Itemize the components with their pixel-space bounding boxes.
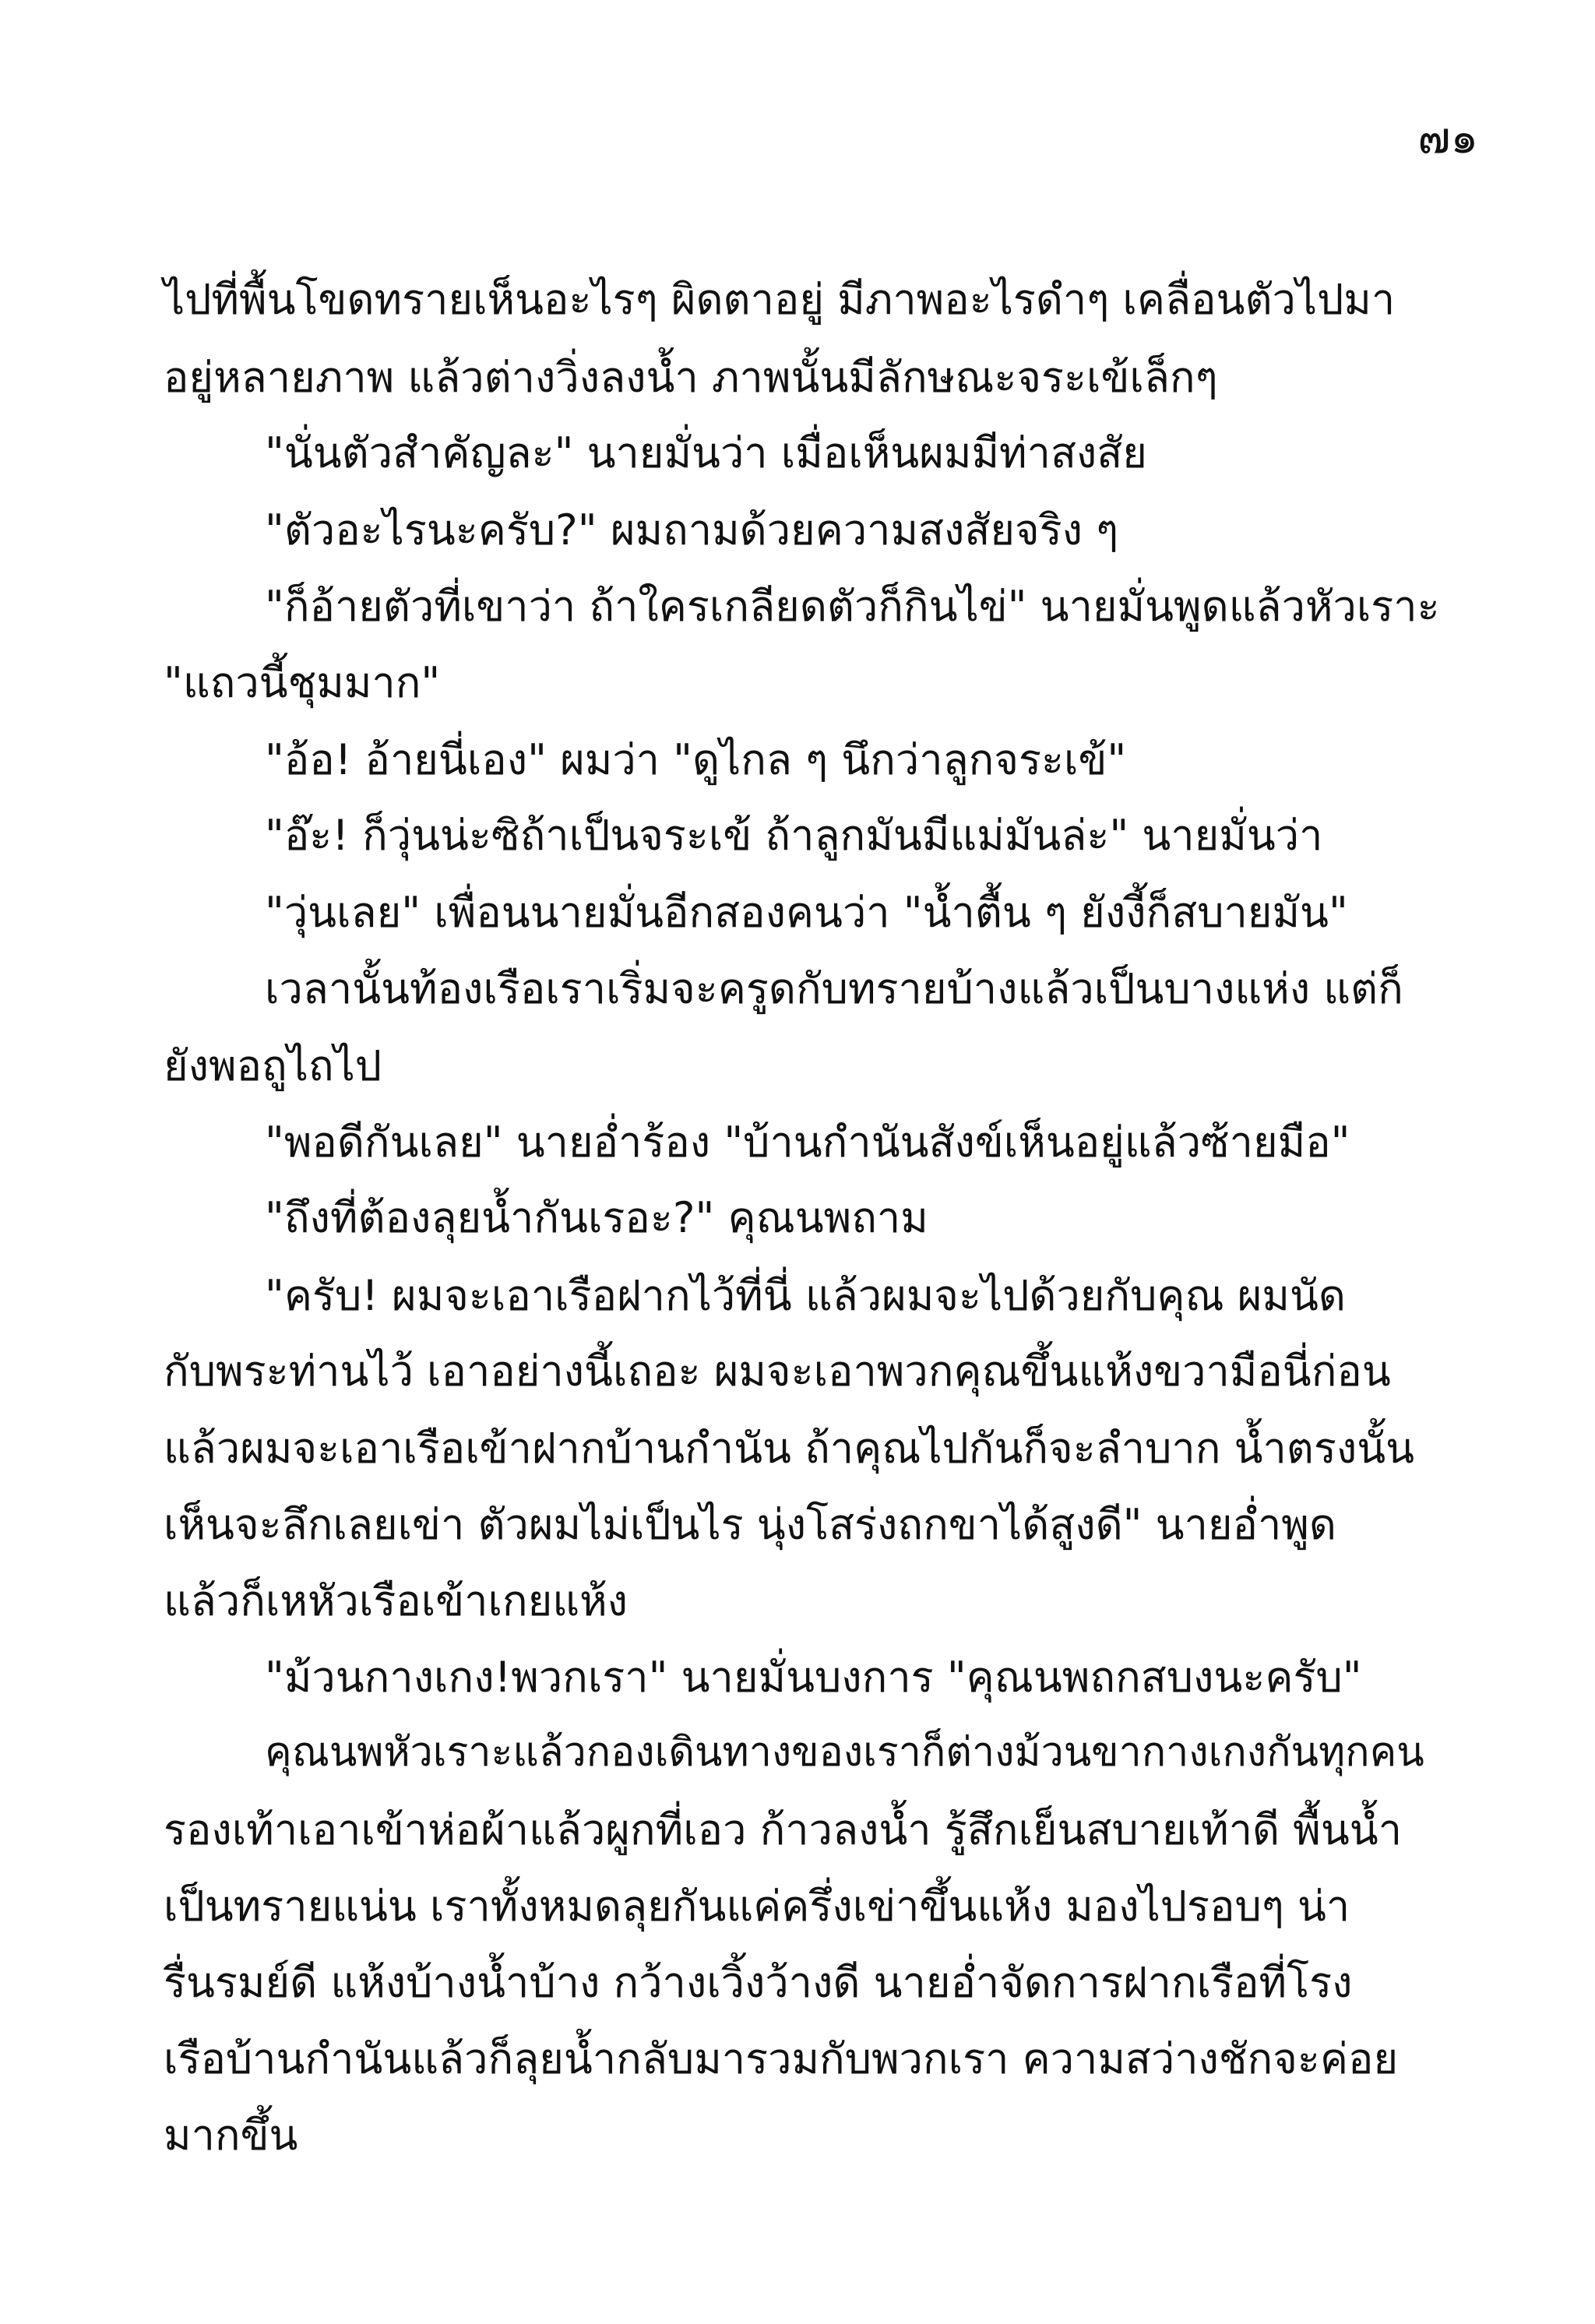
text-line: แล้วก็เหหัวเรือเข้าเกยแห้ง — [164, 1576, 628, 1625]
text-line: "แถวนี้ชุมมาก" — [164, 658, 441, 707]
text-line: "ก็อ้ายตัวที่เขาว่า ถ้าใครเกลียดตัวก็กินไข่" นายมั่นพูดแล้วหัวเราะ — [265, 582, 1440, 631]
text-line: อยู่หลายภาพ แล้วต่างวิ่งลงน้ำ ภาพนั้นมีลักษณะจระเข้เล็กๆ — [164, 353, 1218, 402]
text-line: เป็นทรายแน่น เราทั้งหมดลุยกันแค่ครึ่งเข่าขึ้นแห้ง มองไปรอบๆ น่า — [164, 1882, 1350, 1931]
text-line: คุณนพหัวเราะแล้วกองเดินทางของเราก็ต่างม้วนขากางเกงกันทุกคน — [265, 1729, 1424, 1776]
page-number: ๗๑ — [1417, 113, 1478, 164]
text-line: เวลานั้นท้องเรือเราเริ่มจะครูดกับทรายบ้างแล้วเป็นบางแห่ง แต่ก็ — [265, 964, 1403, 1013]
text-line: เห็นจะลึกเลยเข่า ตัวผมไม่เป็นไร นุ่งโสร่งถกขาได้สูงดี" นายอ่ำพูด — [164, 1500, 1336, 1549]
text-line: "นั่นตัวสำคัญละ" นายมั่นว่า เมื่อเห็นผมมีท่าสงสัย — [265, 428, 1147, 477]
text-line: กับพระท่านไว้ เอาอย่างนี้เถอะ ผมจะเอาพวกคุณขึ้นแห้งขวามือนี่ก่อน — [164, 1347, 1391, 1396]
text-line: ไปที่พื้นโขดทรายเห็นอะไรๆ ผิดตาอยู่ มีภาพอะไรดำๆ เคลื่อนตัวไปมา — [164, 275, 1396, 324]
text-line: เรือบ้านกำนันแล้วก็ลุยน้ำกลับมารวมกับพวกเรา ความสว่างชักจะค่อย — [164, 2034, 1399, 2083]
text-line: แล้วผมจะเอาเรือเข้าฝากบ้านกำนัน ถ้าคุณไปกันก็จะลำบาก น้ำตรงนั้น — [164, 1424, 1415, 1473]
text-line: รื่นรมย์ดี แห้งบ้างน้ำบ้าง กว้างเวิ้งว้างดี นายอ่ำจัดการฝากเรือที่โรง — [164, 1958, 1353, 2007]
text-line: มากขึ้น — [164, 2111, 298, 2160]
text-line: "พอดีกันเลย" นายอ่ำร้อง "บ้านกำนันสังข์เห็นอยู่แล้วซ้ายมือ" — [265, 1118, 1350, 1167]
text-line: "อ๊ะ! ก็วุ่นน่ะซิถ้าเป็นจระเข้ ถ้าลูกมันมีแม่มันล่ะ" นายมั่นว่า — [265, 811, 1323, 860]
text-line: "ม้วนกางเกง!พวกเรา" นายมั่นบงการ "คุณนพถกสบงนะครับ" — [265, 1653, 1362, 1702]
text-line: รองเท้าเอาเข้าห่อผ้าแล้วผูกที่เอว ก้าวลงน้ำ รู้สึกเย็นสบายเท้าดี พื้นน้ำ — [164, 1805, 1403, 1854]
text-line: "ตัวอะไรนะครับ?" ผมถามด้วยความสงสัยจริง ๆ — [265, 505, 1119, 555]
text-line: "ถึงที่ต้องลุยน้ำกันเรอะ?" คุณนพถาม — [265, 1193, 928, 1242]
text-line: ยังพอถูไถไป — [164, 1041, 382, 1090]
text-line: "ครับ! ผมจะเอาเรือฝากไว้ที่นี่ แล้วผมจะไปด้วยกับคุณ ผมนัด — [265, 1271, 1346, 1320]
text-line: "วุ่นเลย" เพื่อนนายมั่นอีกสองคนว่า "น้ำตื้น ๆ ยังงี้ก็สบายมัน" — [265, 888, 1348, 937]
text-line: "อ้อ! อ้ายนี่เอง" ผมว่า "ดูไกล ๆ นึกว่าลูกจระเข้" — [265, 735, 1127, 784]
